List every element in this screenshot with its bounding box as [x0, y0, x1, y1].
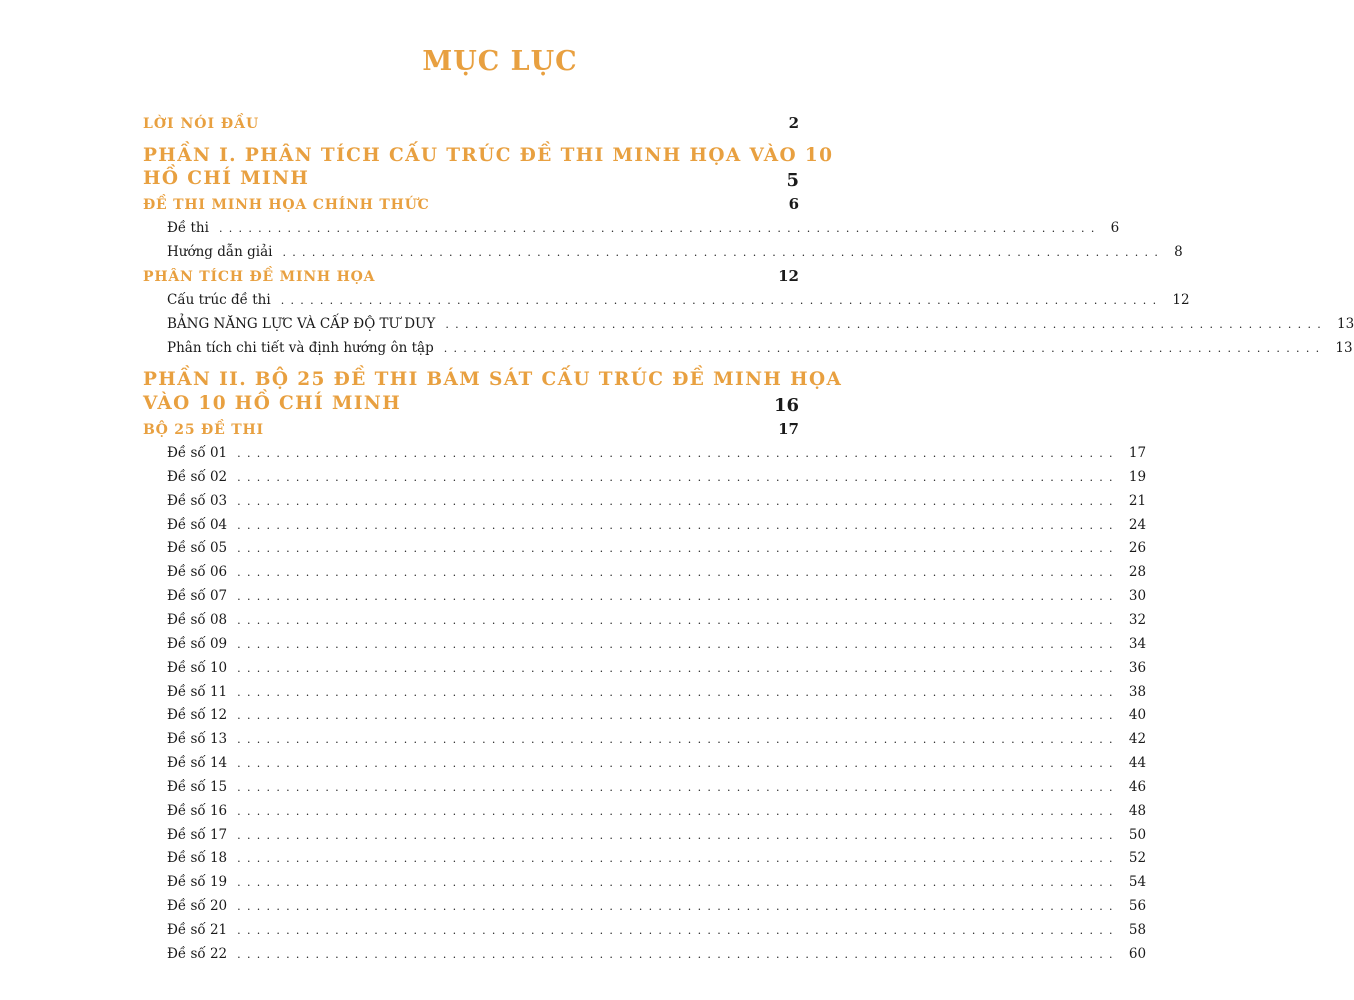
toc-entry-label: Đề số 09: [167, 635, 228, 652]
toc-entry-page: 26: [1128, 540, 1147, 557]
dot-leader: ..........................................................................................: [237, 494, 1119, 508]
toc-entry[interactable]: [167, 540, 1147, 557]
toc-entry-label: Đề số 11: [167, 683, 228, 700]
toc-entry[interactable]: [167, 731, 1147, 748]
part-1-title-line-2[interactable]: HỒ CHÍ MINH: [143, 168, 310, 189]
toc-entry-label: Đề số 14: [167, 755, 228, 772]
toc-entry[interactable]: [167, 850, 1147, 867]
toc-entry[interactable]: [167, 445, 1147, 461]
toc-entry-label: Đề số 05: [167, 540, 228, 557]
toc-entry-label: Cấu trúc đề thi: [167, 292, 271, 308]
dot-leader: ..........................................................................................: [445, 318, 1328, 331]
toc-entry-page: 8: [1174, 244, 1183, 260]
toc-entry[interactable]: [167, 778, 1147, 795]
toc-entry-label: Đề số 08: [167, 611, 228, 628]
dot-leader: ..........................................................................................: [237, 637, 1119, 651]
toc-section-label: PHÂN TÍCH ĐỀ MINH HỌA: [143, 269, 376, 285]
toc-entry-label: Đề số 13: [167, 731, 228, 748]
toc-entry-label: Đề thi: [167, 220, 209, 236]
toc-entry-page: 60: [1128, 945, 1147, 962]
toc-entry-label: Đề số 22: [167, 945, 228, 962]
toc-entry-page: 12: [1172, 292, 1190, 308]
toc-entry-intro[interactable]: [143, 114, 799, 132]
part-2-title-line-2[interactable]: VÀO 10 HỒ CHÍ MINH: [143, 393, 402, 414]
dot-leader: ..........................................................................................: [443, 342, 1326, 355]
dot-leader: ..........................................................................................: [237, 733, 1119, 747]
toc-entry-label: BẢNG NĂNG LỰC VÀ CẤP ĐỘ TƯ DUY: [167, 316, 436, 332]
toc-entry[interactable]: [167, 898, 1147, 915]
toc-entry[interactable]: [167, 468, 1147, 485]
toc-entry-page: 19: [1128, 468, 1147, 485]
toc-entry[interactable]: [167, 755, 1147, 772]
toc-entry-label: Đề số 01: [167, 445, 228, 461]
toc-entry-label: Đề số 04: [167, 516, 228, 533]
dot-leader: ..........................................................................................: [237, 947, 1119, 961]
toc-entry-page: 38: [1128, 683, 1147, 700]
toc-entry-label: Đề số 18: [167, 850, 228, 867]
toc-entry-page: 13: [1337, 316, 1354, 332]
toc-entry[interactable]: [167, 340, 1353, 356]
dot-leader: ..........................................................................................: [237, 518, 1119, 532]
toc-entry[interactable]: [167, 659, 1147, 676]
toc-section-page: 6: [788, 195, 799, 213]
toc-entry[interactable]: [167, 316, 1354, 332]
toc-entry-page: 32: [1128, 611, 1147, 628]
dot-leader: ..........................................................................................: [237, 900, 1119, 914]
toc-entry-label: Đề số 06: [167, 564, 228, 581]
toc-entry-page: 34: [1128, 635, 1147, 652]
toc-section-label: ĐỀ THI MINH HỌA CHÍNH THỨC: [143, 197, 430, 213]
toc-entry-page: 40: [1128, 707, 1147, 724]
dot-leader: ..........................................................................................: [237, 590, 1119, 604]
toc-entry-label: Đề số 15: [167, 778, 228, 795]
part-1-page: 5: [786, 170, 799, 191]
dot-leader: ..........................................................................................: [237, 447, 1119, 460]
toc-entry[interactable]: [167, 635, 1147, 652]
toc-entry-label: Đề số 17: [167, 826, 228, 843]
toc-entry-label: LỜI NÓI ĐẦU: [143, 116, 260, 132]
dot-leader: ..........................................................................................: [237, 924, 1119, 937]
toc-section-label: BỘ 25 ĐỀ THI: [143, 422, 264, 438]
dot-leader: ..........................................................................................: [237, 709, 1119, 723]
toc-entry-label: Đề số 10: [167, 659, 228, 676]
toc-entry-page: 48: [1128, 802, 1147, 819]
toc-entry-label: Đề số 02: [167, 468, 228, 485]
toc-entry-label: Đề số 21: [167, 922, 228, 938]
toc-entry-label: Đề số 16: [167, 802, 228, 819]
toc-entry-page: 30: [1128, 588, 1147, 605]
dot-leader: ..........................................................................................: [237, 613, 1119, 627]
toc-entry[interactable]: [167, 588, 1147, 605]
toc-section-analysis[interactable]: [143, 267, 799, 285]
toc-entry-label: Đề số 20: [167, 898, 228, 915]
dot-leader: ..........................................................................................: [280, 294, 1163, 307]
toc-entry-page: 2: [788, 114, 799, 132]
toc-section-sample-exam[interactable]: [143, 195, 799, 213]
dot-leader: ..........................................................................................: [237, 780, 1119, 794]
toc-entry[interactable]: [167, 611, 1147, 628]
toc-entry[interactable]: [167, 564, 1147, 581]
page-title: MỤC LỤC: [422, 46, 578, 77]
dot-leader: ..........................................................................................: [237, 876, 1119, 890]
dot-leader: ..........................................................................................: [237, 661, 1119, 675]
toc-entry-page: 54: [1128, 874, 1147, 891]
dot-leader: ..........................................................................................: [237, 685, 1119, 699]
dot-leader: ..........................................................................................: [218, 222, 1101, 235]
toc-entry-label: Đề số 19: [167, 874, 228, 891]
part-1-title-line-1[interactable]: PHẦN I. PHÂN TÍCH CẤU TRÚC ĐỀ THI MINH HỌA VÀO 10: [143, 145, 834, 166]
toc-entry-page: 28: [1128, 564, 1147, 581]
toc-section-page: 17: [778, 420, 799, 438]
dot-leader: ..........................................................................................: [237, 542, 1119, 556]
toc-entry[interactable]: [167, 707, 1147, 724]
toc-entry[interactable]: [167, 292, 1190, 308]
toc-entry-page: 58: [1128, 922, 1147, 938]
toc-entry-page: 21: [1128, 492, 1147, 509]
dot-leader: ..........................................................................................: [237, 470, 1119, 484]
dot-leader: ..........................................................................................: [282, 246, 1165, 259]
toc-entry[interactable]: [167, 516, 1147, 533]
toc-entry[interactable]: [167, 220, 1120, 236]
part-2-title-line-1[interactable]: PHẦN II. BỘ 25 ĐỀ THI BÁM SÁT CẤU TRÚC ĐỀ MINH HỌA: [143, 369, 843, 390]
toc-entry-label: Đề số 07: [167, 588, 228, 605]
toc-entry[interactable]: [167, 945, 1147, 962]
toc-entry-page: 46: [1128, 778, 1147, 795]
toc-entry-page: 13: [1335, 340, 1353, 356]
toc-entry-page: 52: [1128, 850, 1147, 867]
toc-entry-page: 17: [1128, 445, 1147, 461]
toc-entry[interactable]: [167, 826, 1147, 843]
dot-leader: ..........................................................................................: [237, 757, 1119, 771]
toc-entry-page: 56: [1128, 898, 1147, 915]
dot-leader: ..........................................................................................: [237, 828, 1119, 842]
toc-entry-page: 42: [1128, 731, 1147, 748]
toc-entry[interactable]: [167, 874, 1147, 891]
toc-entry[interactable]: [167, 492, 1147, 509]
toc-section-page: 12: [778, 267, 799, 285]
toc-entry-page: 44: [1128, 755, 1147, 772]
dot-leader: ..........................................................................................: [237, 566, 1119, 580]
toc-entry-label: Đề số 03: [167, 492, 228, 509]
toc-entry[interactable]: [167, 922, 1147, 938]
toc-entry-page: 24: [1128, 516, 1147, 533]
toc-entry-label: Đề số 12: [167, 707, 228, 724]
toc-entry[interactable]: [167, 802, 1147, 819]
dot-leader: ..........................................................................................: [237, 804, 1119, 818]
toc-entry-label: Phân tích chi tiết và định hướng ôn tập: [167, 340, 434, 356]
toc-entry-label: Hướng dẫn giải: [167, 244, 273, 260]
toc-section-25-exams[interactable]: [143, 420, 799, 438]
part-2-page: 16: [773, 395, 799, 416]
toc-entry[interactable]: [167, 683, 1147, 700]
dot-leader: ..........................................................................................: [237, 852, 1119, 866]
toc-entry-page: 36: [1128, 659, 1147, 676]
toc-entry-page: 50: [1128, 826, 1147, 843]
toc-entry[interactable]: [167, 244, 1183, 260]
toc-entry-page: 6: [1110, 220, 1120, 236]
